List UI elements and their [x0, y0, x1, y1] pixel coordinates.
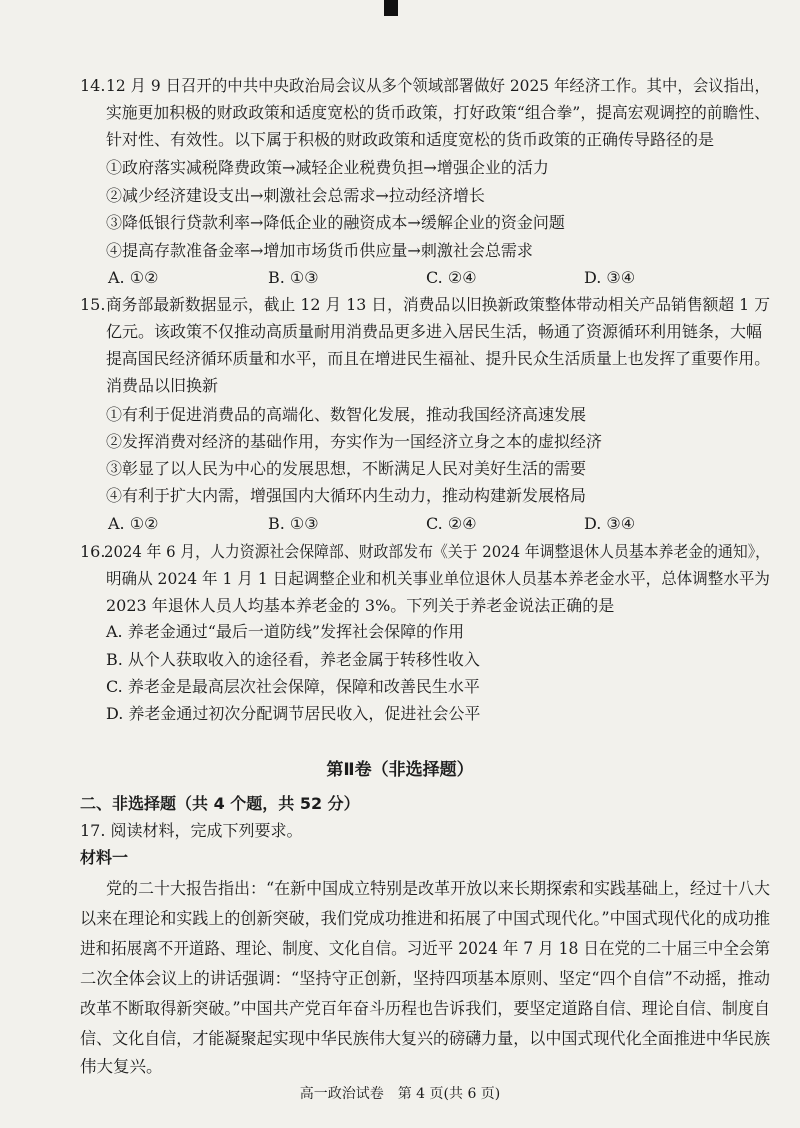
material-paragraph-line: 二次全体会议上的讲话强调：“坚持守正创新，坚持四项基本原则、坚定“四个自信”不动摇，推动 [80, 969, 771, 988]
statement-option: ③降低银行贷款利率→降低企业的融资成本→缓解企业的资金问题 [106, 213, 565, 232]
choice-d: D. ③④ [584, 268, 636, 287]
question-stem-line: 实施更加积极的财政政策和适度宽松的货币政策，打好政策“组合拳”，提高宏观调控的前瞻性、 [106, 103, 770, 122]
answer-option-d: D. 养老金通过初次分配调节居民收入，促进社会公平 [106, 704, 481, 723]
material-paragraph-line: 以来在理论和实践上的创新突破，我们党成功推进和拓展了中国式现代化。”中国式现代化的成功推 [80, 909, 771, 928]
answer-choices [0, 512, 800, 536]
statement-option: ④有利于扩大内需，增强国内大循环内生动力，推动构建新发展格局 [106, 486, 587, 505]
section-heading: 二、非选择题（共 4 个题，共 52 分） [80, 794, 360, 813]
question-number: 14. [80, 76, 106, 95]
statement-option: ④提高存款准备金率→增加市场货币供应量→刺激社会总需求 [106, 241, 533, 260]
material-paragraph-line: 信、文化自信，才能凝聚起实现中华民族伟大复兴的磅礴力量，以中国式现代化全面推进中华民族 [80, 1029, 770, 1048]
choice-c: C. ②④ [426, 268, 477, 287]
statement-option: ①政府落实减税降费政策→减轻企业税费负担→增强企业的活力 [106, 158, 549, 177]
question-stem-line: 消费品以旧换新 [106, 376, 219, 395]
choice-a: A. ①② [108, 514, 159, 533]
statement-option: ②发挥消费对经济的基础作用，夯实作为一国经济立身之本的虚拟经济 [106, 432, 603, 451]
answer-choices [0, 266, 800, 290]
choice-a: A. ①② [108, 268, 159, 287]
material-paragraph-line: 党的二十大报告指出：“在新中国成立特别是改革开放以来长期探索和实践基础上，经过十八大 [106, 879, 770, 898]
material-paragraph-line: 改革不断取得新突破。”中国共产党百年奋斗历程也告诉我们，要坚定道路自信、理论自信、制度自 [80, 999, 771, 1018]
question-stem-line: 2024 年 6 月，人力资源社会保障部、财政部发布《关于 2024 年调整退休人员基本养老金的通知》， [104, 542, 771, 561]
choice-d: D. ③④ [584, 514, 636, 533]
choice-c: C. ②④ [426, 514, 477, 533]
question-stem-line: 针对性、有效性。以下属于积极的财政政策和适度宽松的货币政策的正确传导路径的是 [106, 130, 715, 149]
answer-option-b: B. 从个人获取收入的途径看，养老金属于转移性收入 [106, 650, 480, 669]
question-stem-line: 明确从 2024 年 1 月 1 日起调整企业和机关事业单位退休人员基本养老金水平，总体调整水平为 [106, 569, 770, 588]
choice-b: B. ①③ [268, 514, 319, 533]
question-stem-line: 亿元。该政策不仅推动高质量耐用消费品更多进入居民生活，畅通了资源循环利用链条，大幅 [106, 322, 763, 341]
part-two-title: 第Ⅱ卷（非选择题） [326, 760, 474, 780]
statement-option: ②减少经济建设支出→刺激社会总需求→拉动经济增长 [106, 186, 485, 205]
page-footer: 高一政治试卷 第 4 页(共 6 页) [299, 1086, 501, 1102]
choice-b: B. ①③ [268, 268, 319, 287]
statement-option: ①有利于促进消费品的高端化、数智化发展，推动我国经济高速发展 [106, 405, 587, 424]
material-paragraph-line: 伟大复兴。 [80, 1057, 163, 1076]
answer-option-a: A. 养老金通过“最后一道防线”发挥社会保障的作用 [106, 622, 465, 641]
material-paragraph-line: 进和拓展离不开道路、理论、制度、文化自信。习近平 2024 年 7 月 18 日在党的二十届三中全会第 [80, 939, 771, 958]
material-label: 材料一 [80, 848, 129, 867]
question-intro: 17. 阅读材料，完成下列要求。 [80, 821, 303, 840]
question-stem-line: 12 月 9 日召开的中共中央政治局会议从多个领域部署做好 2025 年经济工作。其中，会议指出， [106, 76, 770, 95]
question-stem-line: 商务部最新数据显示，截止 12 月 13 日，消费品以旧换新政策整体带动相关产品销售额超 1 万 [106, 295, 770, 314]
question-number: 16. [80, 542, 106, 561]
statement-option: ③彰显了以人民为中心的发展思想，不断满足人民对美好生活的需要 [106, 459, 587, 478]
question-stem-line: 2023 年退休人员人均基本养老金的 3%。下列关于养老金说法正确的是 [106, 596, 615, 615]
question-stem-line: 提高国民经济循环质量和水平，而且在增进民生福祉、提升民众生活质量上也发挥了重要作用。 [106, 349, 771, 368]
answer-option-c: C. 养老金是最高层次社会保障，保障和改善民生水平 [106, 677, 480, 696]
question-number: 15. [80, 295, 106, 314]
